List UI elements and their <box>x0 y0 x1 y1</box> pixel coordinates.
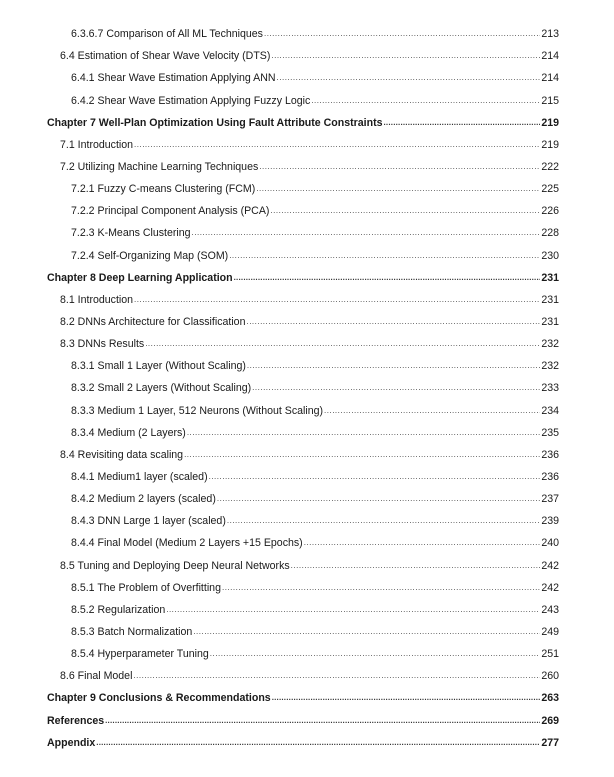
toc-page-number: 225 <box>541 183 559 196</box>
toc-dot-leader <box>184 450 558 462</box>
toc-page-number: 228 <box>541 227 559 240</box>
toc-page-number: 234 <box>541 404 559 417</box>
toc-entry[interactable] <box>0 418 614 440</box>
toc-entry[interactable] <box>0 85 614 107</box>
toc-page-number: 231 <box>541 293 559 306</box>
toc-page-number: 213 <box>541 28 559 41</box>
toc-page-number: 232 <box>541 360 559 373</box>
toc-page-number: 222 <box>541 160 559 173</box>
toc-entry[interactable] <box>0 661 614 683</box>
toc-entry-title: 6.4.2 Shear Wave Estimation Applying Fuzzy Logic <box>71 94 311 107</box>
toc-page-number: 230 <box>541 249 559 262</box>
toc-entry[interactable] <box>0 373 614 395</box>
toc-chapter-entry[interactable] <box>0 263 614 285</box>
table-of-contents <box>0 19 614 750</box>
toc-page-number: 219 <box>541 116 559 129</box>
toc-entry-title: 8.2 DNNs Architecture for Classification <box>60 315 246 328</box>
toc-entry-title: 8.5.2 Regularization <box>71 603 166 616</box>
toc-entry-title: 8.1 Introduction <box>60 293 134 306</box>
toc-entry-title: 6.4.1 Shear Wave Estimation Applying ANN <box>71 72 276 85</box>
toc-page-number: 242 <box>541 581 559 594</box>
toc-entry-title: 8.4.3 DNN Large 1 layer (scaled) <box>71 515 226 528</box>
toc-entry-title: 8.4 Revisiting data scaling <box>60 448 184 461</box>
toc-dot-leader <box>145 339 558 351</box>
toc-entry[interactable] <box>0 506 614 528</box>
toc-dot-leader <box>304 538 558 550</box>
toc-page-number: 231 <box>541 315 559 328</box>
toc-entry-title: 8.3.1 Small 1 Layer (Without Scaling) <box>71 360 246 373</box>
toc-dot-leader <box>277 73 558 85</box>
toc-entry[interactable] <box>0 174 614 196</box>
toc-dot-leader <box>222 583 558 595</box>
toc-chapter-entry[interactable] <box>0 683 614 705</box>
toc-dot-leader <box>259 162 558 174</box>
toc-entry-title: 6.3.6.7 Comparison of All ML Techniques <box>71 28 263 41</box>
toc-entry[interactable] <box>0 351 614 373</box>
toc-entry-title: 8.5 Tuning and Deploying Deep Neural Networks <box>60 559 290 572</box>
toc-dot-leader <box>271 51 558 63</box>
toc-page-number: 269 <box>541 714 559 727</box>
toc-page-number: 232 <box>541 338 559 351</box>
toc-entry-title: 7.2.1 Fuzzy C-means Clustering (FCM) <box>71 183 256 196</box>
toc-page-number: 260 <box>541 670 559 683</box>
toc-page-number: 235 <box>541 426 559 439</box>
toc-entry[interactable] <box>0 307 614 329</box>
toc-entry[interactable] <box>0 595 614 617</box>
toc-entry[interactable] <box>0 528 614 550</box>
toc-dot-leader <box>384 118 559 130</box>
toc-entry[interactable] <box>0 395 614 417</box>
toc-dot-leader <box>187 428 558 440</box>
toc-page-number: 214 <box>541 50 559 63</box>
toc-entry-title: 7.2 Utilizing Machine Learning Techniques <box>60 160 259 173</box>
toc-page-number: 214 <box>541 72 559 85</box>
toc-page-number: 243 <box>541 603 559 616</box>
toc-page-number: 242 <box>541 559 559 572</box>
toc-dot-leader <box>192 228 558 240</box>
toc-entry[interactable] <box>0 462 614 484</box>
toc-page-number: 236 <box>541 448 559 461</box>
toc-entry[interactable] <box>0 19 614 41</box>
toc-page-number: 215 <box>541 94 559 107</box>
toc-page-number: 219 <box>541 138 559 151</box>
toc-dot-leader <box>134 140 558 152</box>
toc-page-number: 226 <box>541 205 559 218</box>
toc-entry[interactable] <box>0 152 614 174</box>
toc-dot-leader <box>133 671 558 683</box>
toc-dot-leader <box>247 361 558 373</box>
toc-entry-title: Appendix <box>47 736 96 749</box>
toc-page-number: 249 <box>541 625 559 638</box>
toc-entry[interactable] <box>0 639 614 661</box>
toc-entry-title: 8.5.4 Hyperparameter Tuning <box>71 648 209 661</box>
toc-entry[interactable] <box>0 196 614 218</box>
toc-dot-leader <box>311 96 558 108</box>
toc-dot-leader <box>234 273 558 285</box>
toc-entry-title: 8.4.2 Medium 2 layers (scaled) <box>71 493 216 506</box>
toc-entry-title: 8.3.2 Small 2 Layers (Without Scaling) <box>71 382 252 395</box>
toc-page-number: 277 <box>541 736 559 749</box>
toc-entry-title: Chapter 7 Well-Plan Optimization Using Fault Attribute Constraints <box>47 116 383 129</box>
toc-entry-title: References <box>47 714 105 727</box>
toc-dot-leader <box>272 693 558 705</box>
toc-dot-leader <box>105 716 558 728</box>
toc-entry-title: 8.5.1 The Problem of Overfitting <box>71 581 221 594</box>
toc-page-number: 240 <box>541 537 559 550</box>
toc-entry[interactable] <box>0 240 614 262</box>
toc-dot-leader <box>193 627 558 639</box>
toc-entry-title: 7.2.3 K-Means Clustering <box>71 227 191 240</box>
toc-entry[interactable] <box>0 329 614 351</box>
toc-page-number: 263 <box>541 692 559 705</box>
toc-dot-leader <box>291 561 558 573</box>
toc-dot-leader <box>217 494 558 506</box>
toc-dot-leader <box>227 516 558 528</box>
toc-page-number: 251 <box>541 648 559 661</box>
toc-entry[interactable] <box>0 218 614 240</box>
toc-dot-leader <box>252 383 558 395</box>
toc-dot-leader <box>246 317 558 329</box>
toc-page-number: 237 <box>541 493 559 506</box>
toc-dot-leader <box>324 406 558 418</box>
toc-dot-leader <box>209 472 558 484</box>
toc-entry[interactable] <box>0 41 614 63</box>
toc-entry[interactable] <box>0 63 614 85</box>
toc-entry-title: 8.3 DNNs Results <box>60 338 145 351</box>
toc-entry-title: 8.4.4 Final Model (Medium 2 Layers +15 Epochs) <box>71 537 303 550</box>
toc-page-number: 231 <box>541 271 559 284</box>
toc-entry[interactable] <box>0 550 614 572</box>
toc-page-number: 236 <box>541 470 559 483</box>
toc-page-number: 239 <box>541 515 559 528</box>
toc-chapter-entry[interactable] <box>0 728 614 750</box>
toc-entry[interactable] <box>0 484 614 506</box>
toc-dot-leader <box>256 184 558 196</box>
toc-entry-title: 8.4.1 Medium1 layer (scaled) <box>71 470 208 483</box>
toc-entry-title: 7.2.2 Principal Component Analysis (PCA) <box>71 205 270 218</box>
toc-chapter-entry[interactable] <box>0 108 614 130</box>
toc-entry-title: 8.6 Final Model <box>60 670 133 683</box>
toc-entry[interactable] <box>0 130 614 152</box>
toc-dot-leader <box>134 295 558 307</box>
toc-entry-title: 7.2.4 Self-Organizing Map (SOM) <box>71 249 229 262</box>
toc-entry-title: 8.3.3 Medium 1 Layer, 512 Neurons (Without Scaling) <box>71 404 324 417</box>
toc-chapter-entry[interactable] <box>0 705 614 727</box>
toc-dot-leader <box>166 605 558 617</box>
toc-dot-leader <box>210 649 558 661</box>
toc-entry-title: 7.1 Introduction <box>60 138 134 151</box>
toc-entry[interactable] <box>0 573 614 595</box>
toc-entry[interactable] <box>0 285 614 307</box>
toc-entry-title: Chapter 8 Deep Learning Application <box>47 271 233 284</box>
toc-dot-leader <box>96 738 558 750</box>
toc-entry-title: Chapter 9 Conclusions & Recommendations <box>47 692 271 705</box>
toc-entry[interactable] <box>0 617 614 639</box>
toc-dot-leader <box>270 206 558 218</box>
toc-page-number: 233 <box>541 382 559 395</box>
toc-entry-title: 8.3.4 Medium (2 Layers) <box>71 426 186 439</box>
toc-entry-title: 8.5.3 Batch Normalization <box>71 625 193 638</box>
toc-entry[interactable] <box>0 440 614 462</box>
toc-dot-leader <box>264 29 558 41</box>
toc-entry-title: 6.4 Estimation of Shear Wave Velocity (DTS) <box>60 50 271 63</box>
toc-dot-leader <box>229 251 558 263</box>
